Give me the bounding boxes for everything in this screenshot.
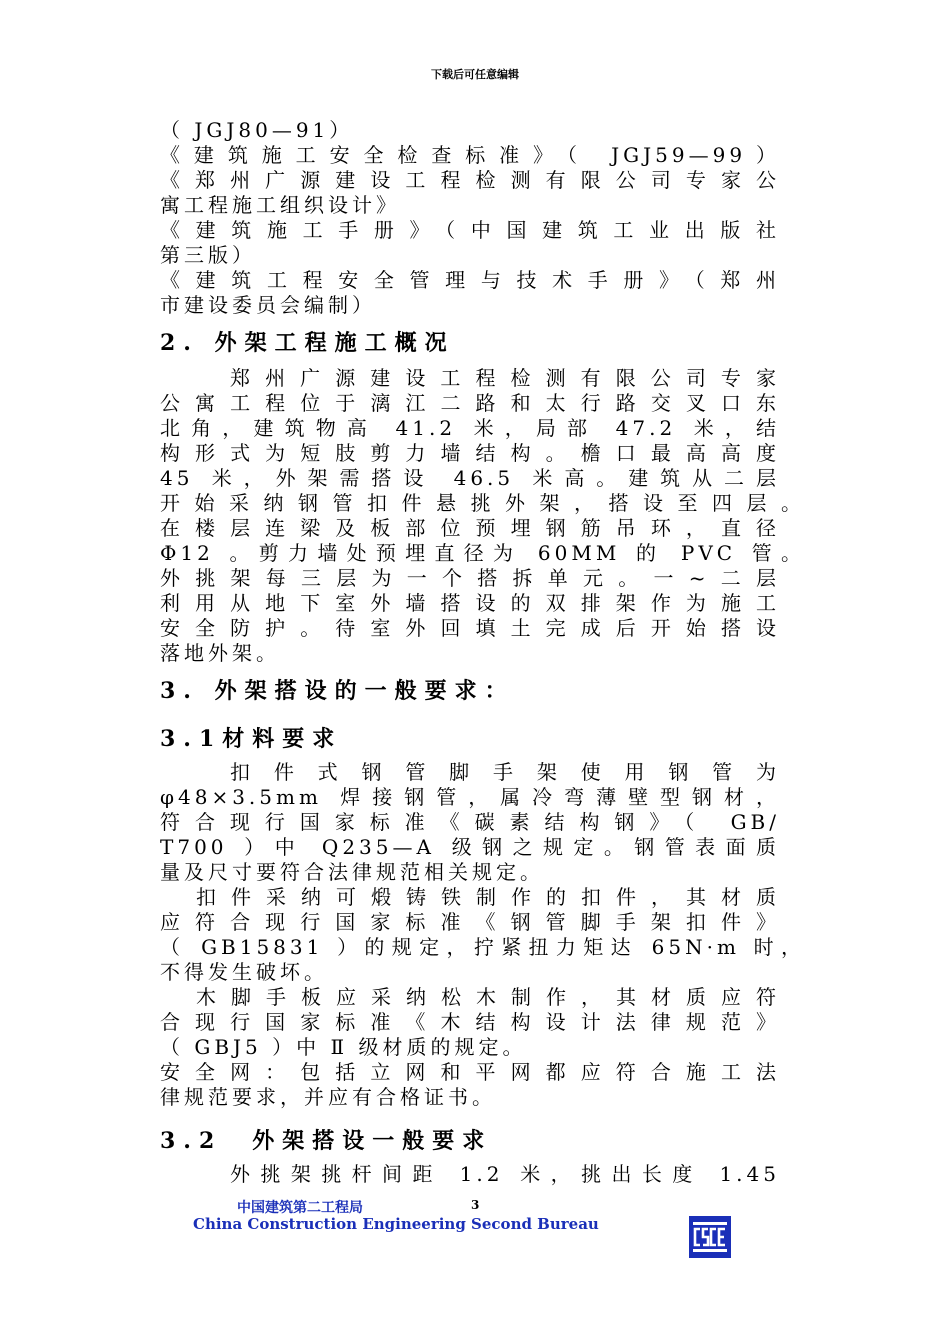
paragraph-line: 落地外架。 — [160, 641, 280, 665]
section-heading: 3. 外架搭设的一般要求： — [160, 678, 515, 704]
paragraph-line: 扣件式钢管脚手架使用钢管为 — [230, 760, 780, 784]
reference-line: 《建筑施工安全检查标准》（ JGJ59—99） — [160, 143, 780, 167]
paragraph-line: 开始采纳钢管扣件悬挑外架，搭设至四层。 — [160, 491, 805, 515]
paragraph-line: 木脚手板应采纳松木制作，其材质应符 — [196, 985, 780, 1009]
document-body — [160, 118, 805, 1187]
paragraph-line: （ GBJ5 ）中 Ⅱ 级材质的规定。 — [160, 1035, 527, 1059]
paragraph-line: 律规范要求，并应有合格证书。 — [160, 1085, 496, 1109]
subsection-heading: 3.1材料要求 — [160, 726, 343, 752]
paragraph-line: 利用从地下室外墙搭设的双排架作为施工 — [160, 591, 780, 615]
paragraph-line: φ48×3.5mm 焊接钢管，属冷弯薄壁型钢材， — [160, 785, 780, 809]
footer-company-cn: 中国建筑第二工程局 — [237, 1200, 363, 1216]
reference-line: 市建设委员会编制） — [160, 293, 376, 317]
paragraph-line: 不得发生破坏。 — [160, 960, 328, 984]
paragraph-line: 扣件采纳可煅铸铁制作的扣件，其材质 — [196, 885, 780, 909]
paragraph-line: 符合现行国家标准《碳素结构钢》（ GB/ — [160, 810, 780, 834]
paragraph-line: 45 米，外架需搭设 46.5 米高。建筑从二层 — [160, 466, 780, 490]
paragraph-line: 安全网：包括立网和平网都应符合施工法 — [160, 1060, 780, 1084]
paragraph-line: T700 ）中 Q235—A 级钢之规定。钢管表面质 — [160, 835, 780, 859]
paragraph-line: 外挑架挑杆间距 1.2 米，挑出长度 1.45 — [230, 1162, 780, 1186]
reference-line: 第三版） — [160, 243, 256, 267]
paragraph-line: 安全防护。待室外回填土完成后开始搭设 — [160, 616, 780, 640]
page-number: 3 — [471, 1198, 480, 1212]
paragraph-line: （ GB15831 ）的规定，拧紧扭力矩达 65N·m 时， — [160, 935, 805, 959]
reference-line: 《郑州广源建设工程检测有限公司专家公 — [160, 168, 780, 192]
paragraph-line: 郑州广源建设工程检测有限公司专家 — [230, 366, 780, 390]
footer-company-en: China Construction Engineering Second Bureau — [193, 1215, 599, 1233]
reference-line: （ JGJ80—91） — [160, 118, 354, 142]
reference-line: 寓工程施工组织设计》 — [160, 193, 400, 217]
paragraph-line: 在楼层连梁及板部位预埋钢筋吊环，直径 — [160, 516, 780, 540]
paragraph-line: 构形式为短肢剪力墙结构。檐口最高高度 — [160, 441, 780, 465]
paragraph-line: 合现行国家标准《木结构设计法律规范》 — [160, 1010, 780, 1034]
section-heading: 2. 外架工程施工概况 — [160, 330, 455, 356]
paragraph-line: 量及尺寸要符合法律规范相关规定。 — [160, 860, 544, 884]
reference-line: 《建筑工程安全管理与技术手册》（郑州 — [160, 268, 780, 292]
paragraph-line: 北角，建筑物高 41.2 米，局部 47.2 米，结 — [160, 416, 780, 440]
paragraph-line: Φ12 。剪力墙处预埋直径为 60MM 的 PVC 管。 — [160, 541, 805, 565]
reference-line: 《建筑施工手册》（中国建筑工业出版社 — [160, 218, 780, 242]
subsection-heading: 3.2 外架搭设一般要求 — [160, 1128, 493, 1154]
paragraph-line: 应符合现行国家标准《钢管脚手架扣件》 — [160, 910, 780, 934]
page-header: 下载后可任意编辑 — [431, 68, 519, 81]
paragraph-line: 公寓工程位于漓江二路和太行路交叉口东 — [160, 391, 780, 415]
paragraph-line: 外挑架每三层为一个搭拆单元。一~二层 — [160, 566, 780, 590]
cscec-logo-icon — [689, 1216, 731, 1258]
